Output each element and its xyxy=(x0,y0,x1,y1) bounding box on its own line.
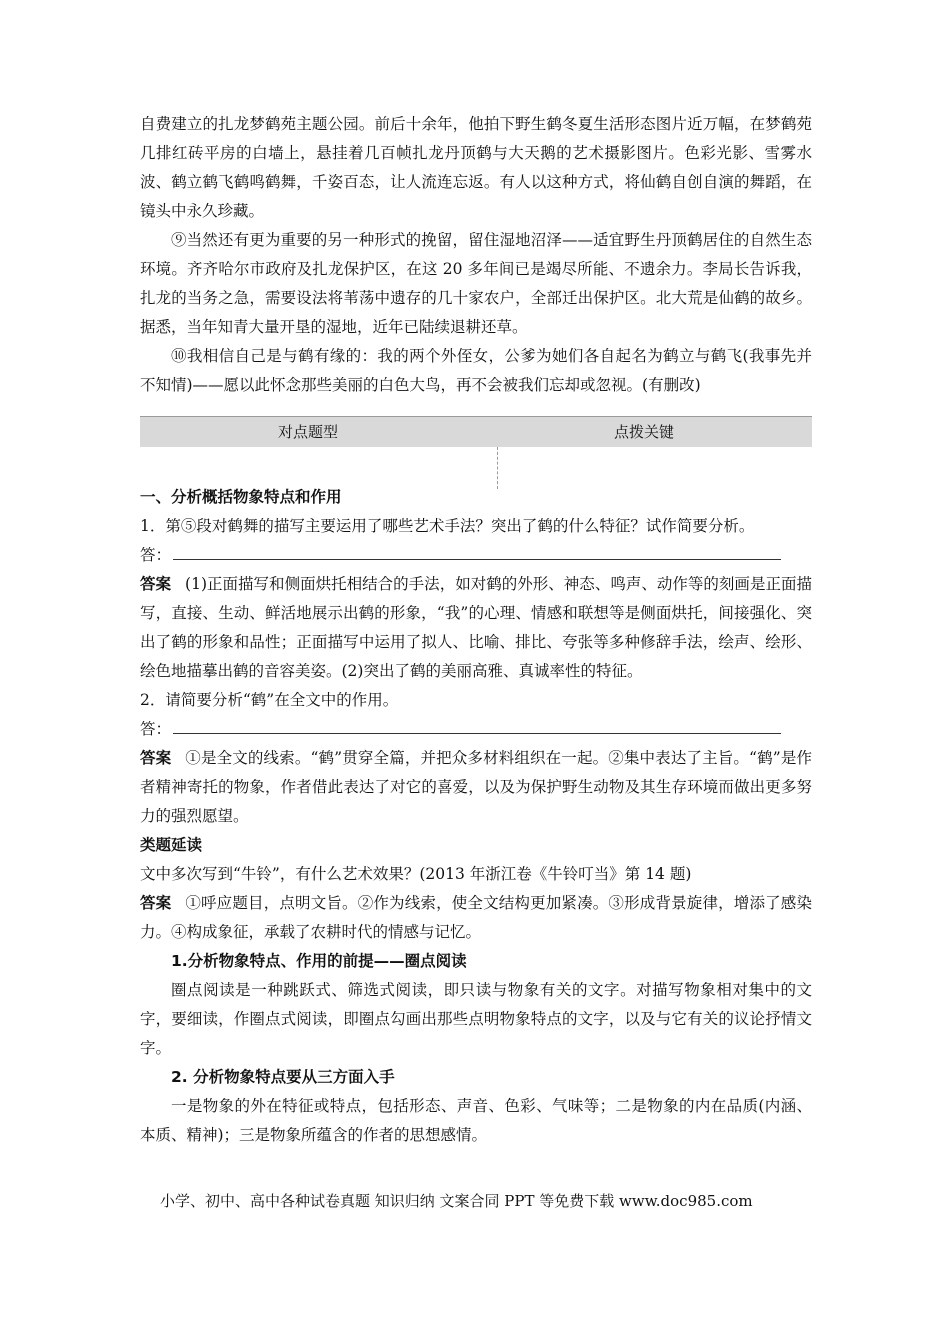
answer-blank-1[interactable] xyxy=(173,541,781,560)
question-2: 2．请简要分析“鹤”在全文中的作用。 xyxy=(140,691,399,709)
tip-1-body: 圈点阅读是一种跳跃式、筛选式阅读，即只读与物象有关的文字。对描写物象相对集中的文字，要细读，作圈点式阅读，即圈点勾画出那些点明物象特点的文字，以及与它有关的议论抒情文字。 xyxy=(140,981,812,1057)
answer-line-2: 答： xyxy=(140,715,812,744)
answer-blank-2[interactable] xyxy=(173,715,781,734)
passage-paragraph-8: 自费建立的扎龙梦鹤苑主题公园。前后十余年，他拍下野生鹤冬夏生活形态图片近万幅，在梦鹤苑几排红砖平房的白墙上，悬挂着几百帧扎龙丹顶鹤与大天鹅的艺术摄影图片。色彩光影、雪雾水波、鹤立鹤飞鹤鸣鹤舞，千姿百态，让人流连忘返。有人以这种方式，将仙鹤自创自演的舞蹈，在镜头中永久珍藏。 xyxy=(140,115,812,220)
page-footer: 小学、初中、高中各种试卷真题 知识归纳 文案合同 PPT 等免费下载 www.doc985.com xyxy=(160,1192,753,1210)
extended-reading-title: 类题延读 xyxy=(140,836,203,854)
answer-1: 答案 (1)正面描写和侧面烘托相结合的手法，如对鹤的外形、神态、鸣声、动作等的刻画是正面描写，直接、生动、鲜活地展示出鹤的形象，“我”的心理、情感和联想等是侧面烘托，间接强化、突出了鹤的形象和品性；正面描写中运用了拟人、比喻、排比、夸张等多种修辞手法，绘声、绘形、绘色地描摹出鹤的音容美姿。(2)突出了鹤的美丽高雅、真诚率性的特征。 xyxy=(140,575,812,680)
answer-line-1: 答： xyxy=(140,541,812,570)
extended-question: 文中多次写到“牛铃”，有什么艺术效果？(2013 年浙江卷《牛铃叮当》第 14 题) xyxy=(140,865,692,883)
table-header-key-tips: 点拨关键 xyxy=(613,423,674,441)
extended-answer: 答案 ①呼应题目，点明文旨。②作为线索，使全文结构更加紧凑。③形成背景旋律，增添了感染力。④构成象征，承载了农耕时代的情感与记忆。 xyxy=(140,894,812,941)
passage-paragraph-9: ⑨当然还有更为重要的另一种形式的挽留，留住湿地沼泽——适宜野生丹顶鹤居住的自然生态环境。齐齐哈尔市政府及扎龙保护区，在这 20 多年间已是竭尽所能、不遗余力。李局长告诉我，扎龙的当务之急，需要设法将苇荡中遗存的几十家农户，全部迁出保护区。北大荒是仙鹤的故乡。据悉，当年知青大量开垦的湿地，近年已陆续退耕还草。 xyxy=(140,231,812,336)
answer-label: 答案 xyxy=(140,575,172,593)
section-title: 一、分析概括物象特点和作用 xyxy=(140,488,342,506)
table-header-question-type: 对点题型 xyxy=(277,423,338,441)
answer-label: 答案 xyxy=(140,749,172,767)
tip-2-body: 一是物象的外在特征或特点，包括形态、声音、色彩、气味等；二是物象的内在品质(内涵、本质、精神)；三是物象所蕴含的作者的思想感情。 xyxy=(140,1097,812,1144)
tip-1-title: 1.分析物象特点、作用的前提——圈点阅读 xyxy=(171,952,467,970)
question-1: 1．第⑤段对鹤舞的描写主要运用了哪些艺术手法？突出了鹤的什么特征？试作简要分析。 xyxy=(140,517,755,535)
document-body xyxy=(140,110,812,1150)
answer-label: 答案 xyxy=(140,894,172,912)
passage-paragraph-10: ⑩我相信自己是与鹤有缘的：我的两个外侄女，公爹为她们各自起名为鹤立与鹤飞(我事先并不知情)——愿以此怀念那些美丽的白色大鸟，再不会被我们忘却或忽视。(有删改) xyxy=(140,347,812,394)
question-type-table-header xyxy=(140,416,812,447)
table-divider xyxy=(497,447,498,489)
table-body xyxy=(140,447,812,483)
tip-2-title: 2. 分析物象特点要从三方面入手 xyxy=(171,1068,395,1086)
answer-2: 答案 ①是全文的线索。“鹤”贯穿全篇，并把众多材料组织在一起。②集中表达了主旨。“鹤”是作者精神寄托的物象，作者借此表达了对它的喜爱，以及为保护野生动物及其生存环境而做出更多努力的强烈愿望。 xyxy=(140,749,812,825)
